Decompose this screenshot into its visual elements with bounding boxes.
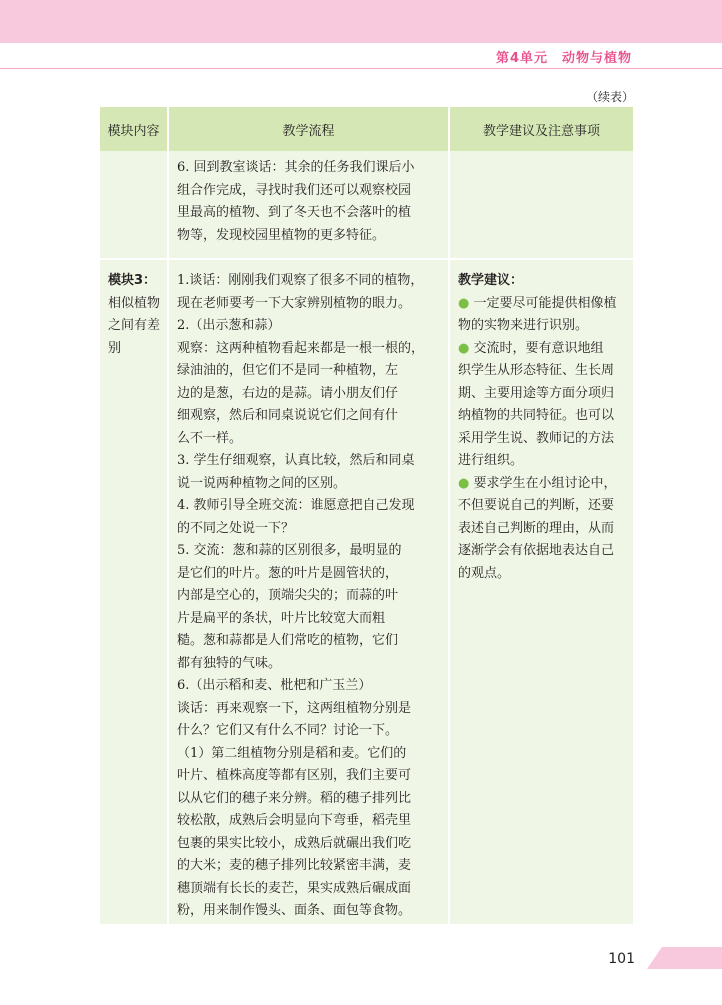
suggestion-line: 逐渐学会有依据地表达自己: [458, 543, 615, 558]
flow-line: 物等，发现校园里植物的更多特征。: [177, 227, 386, 243]
flow-line: 3. 学生仔细观察，认真比较，然后和同桌: [177, 453, 415, 468]
bullet-dot-icon: ●: [458, 475, 470, 491]
flow-line: 以从它们的穗子来分辨。稻的穗子排列比: [177, 790, 412, 806]
table-row: [100, 259, 633, 924]
suggestion-line: 的观点。: [458, 565, 511, 581]
flow-line: 是它们的叶片。葱的叶片是圆管状的，: [177, 565, 399, 581]
flow-line: 都有独特的气味。: [177, 655, 282, 671]
flow-line: 的大米；麦的穗子排列比较紧密丰满，麦: [177, 858, 412, 873]
bullet-dot-icon: ●: [458, 340, 470, 356]
suggestion-title: 教学建议：: [458, 273, 524, 288]
suggestion-line: 纳植物的共同特征。也可以: [458, 408, 615, 423]
page-number: 101: [608, 951, 635, 967]
suggestion-cell: [449, 259, 633, 924]
flow-line: 内部是空心的，顶端尖尖的；而蒜的叶: [177, 588, 399, 603]
suggestion-line: 期、主要用途等方面分项归: [458, 385, 615, 401]
flow-line: （1）第二组植物分别是稻和麦。它们的: [177, 745, 407, 761]
continued-label: （续表）: [585, 90, 634, 104]
flow-line: 5. 交流：葱和蒜的区别很多，最明显的: [177, 543, 402, 558]
flow-line: 组合作完成，寻找时我们还可以观察校园: [177, 182, 412, 198]
bullet-dot-icon: ●: [458, 295, 470, 311]
flow-line: 包裹的果实比较小，成熟后就碾出我们吃: [177, 835, 412, 851]
suggestion-line: 不但要说自己的判断，还要: [458, 498, 615, 513]
suggestion-line: 采用学生说、教师记的方法: [458, 430, 615, 446]
flow-line: 粉，用来制作馒头、面条、面包等食物。: [177, 903, 412, 918]
flow-line: 较松散，成熟后会明显向下弯垂，稻壳里: [177, 813, 412, 828]
suggestion-line: ● 一定要尽可能提供相像植: [458, 295, 617, 311]
suggestion-line: 织学生从形态特征、生长周: [458, 363, 615, 378]
flow-line: 4. 教师引导全班交流：谁愿意把自己发现: [177, 498, 415, 513]
flow-line: 么不一样。: [177, 430, 243, 446]
flow-line: 说一说两种植物之间的区别。: [177, 475, 347, 491]
flow-line: 绿油油的，但它们不是同一种植物，左: [177, 363, 399, 378]
header-flow: 教学流程: [168, 107, 449, 151]
flow-line: 6.（出示稻和麦、枇杷和广玉兰）: [177, 678, 372, 693]
flow-line: 6. 回到教室谈话：其余的任务我们课后小: [177, 160, 415, 175]
flow-line: 谈话：再来观察一下，这两组植物分别是: [177, 700, 412, 716]
flow-line: 里最高的植物、到了冬天也不会落叶的植: [177, 205, 412, 220]
header-divider: [0, 68, 722, 69]
flow-line: 观察：这两种植物看起来都是一根一根的，: [177, 340, 425, 356]
module-line: 别: [108, 340, 122, 356]
module-line: 之间有差: [108, 318, 161, 333]
flow-line: 片是扁平的条状，叶片比较宽大而粗: [177, 610, 386, 626]
flow-line: 1.谈话：刚刚我们观察了很多不同的植物，: [177, 273, 424, 288]
flow-cell: [168, 151, 449, 259]
flow-line: 的不同之处说一下？: [177, 520, 295, 536]
lesson-table: [100, 107, 633, 924]
header-suggestion: 教学建议及注意事项: [449, 107, 633, 151]
suggestion-line: 表述自己判断的理由，从而: [458, 520, 615, 536]
flow-line: 边的是葱，右边的是蒜。请小朋友们仔: [177, 385, 399, 401]
module-title: 模块3：: [108, 273, 157, 288]
flow-line: 穗顶端有长长的麦芒，果实成熟后碾成面: [177, 880, 412, 896]
flow-line: 什么？它们又有什么不同？讨论一下。: [177, 723, 399, 738]
module-line: 相似植物: [108, 295, 161, 311]
flow-line: 糙。葱和蒜都是人们常吃的植物，它们: [177, 633, 399, 648]
flow-line: 叶片、植株高度等都有区别，我们主要可: [177, 768, 412, 783]
flow-line: 现在老师要考一下大家辨别植物的眼力。: [177, 295, 412, 311]
suggestion-line: ● 交流时，要有意识地组: [458, 340, 604, 356]
suggestion-cell: [449, 151, 633, 259]
bottom-decorative-strip: [647, 947, 722, 969]
suggestion-line: 进行组织。: [458, 453, 524, 468]
top-decorative-band: [0, 0, 722, 43]
flow-line: 2.（出示葱和蒜）: [177, 318, 281, 333]
table-header-row: [100, 107, 633, 151]
module-cell: [100, 151, 168, 259]
unit-title: 第4单元 动物与植物: [495, 51, 632, 66]
suggestion-line: ● 要求学生在小组讨论中，: [458, 475, 617, 491]
suggestion-line: 物的实物来进行识别。: [458, 318, 589, 333]
flow-cell: [168, 259, 449, 924]
table-row: [100, 151, 633, 259]
header-module: 模块内容: [100, 107, 168, 151]
module-cell: [100, 259, 168, 924]
flow-line: 细观察，然后和同桌说说它们之间有什: [177, 408, 399, 423]
